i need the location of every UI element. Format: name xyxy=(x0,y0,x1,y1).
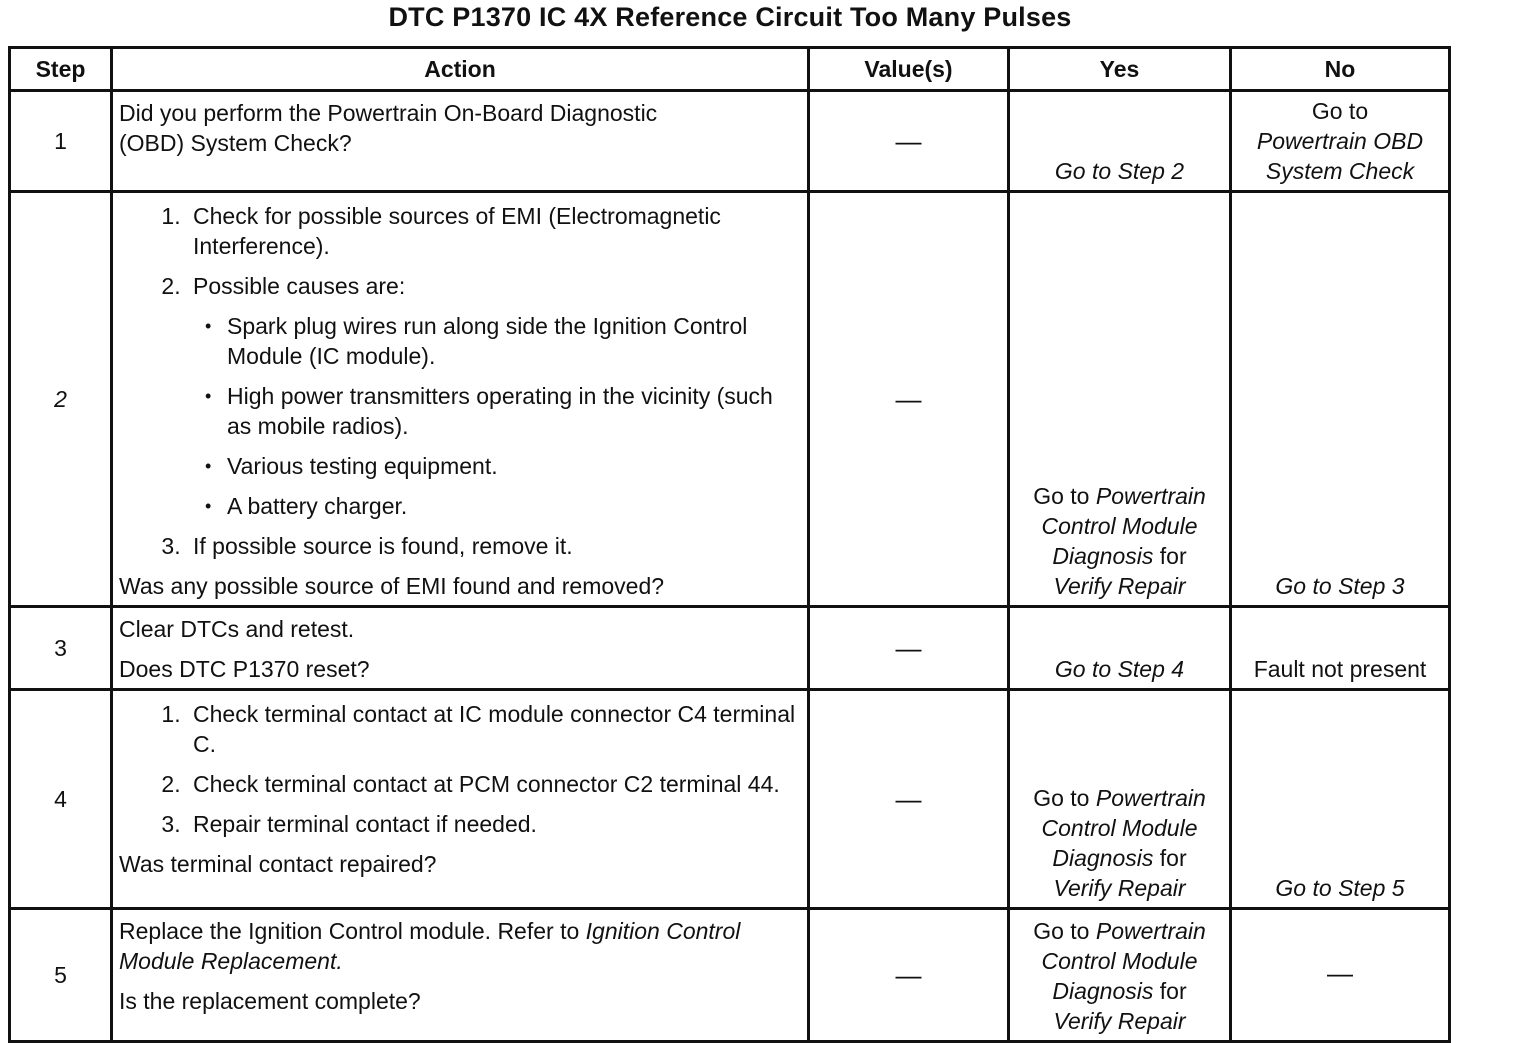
cause-item: • Spark plug wires run along side the Ignition Control Module (IC module). xyxy=(227,311,803,371)
step-number: 3 xyxy=(10,607,112,690)
action-text: Did you perform the Powertrain On-Board Diagnostic xyxy=(119,100,658,126)
cause-item: • High power transmitters operating in the vicinity (such as mobile radios). xyxy=(227,381,803,441)
header-yes: Yes xyxy=(1009,48,1231,91)
action-cell xyxy=(112,909,809,1042)
no-text: Fault not present xyxy=(1253,656,1427,682)
yes-link: Diagnosis xyxy=(1052,978,1154,1004)
no-text: Go to xyxy=(1311,98,1369,124)
value-cell: — xyxy=(809,91,1009,192)
header-step: Step xyxy=(10,48,112,91)
yes-link: Control Module xyxy=(1041,513,1198,539)
value-cell: — xyxy=(809,607,1009,690)
no-link: Go to Step 5 xyxy=(1275,875,1405,901)
action-cell xyxy=(112,607,809,690)
table-header-row xyxy=(10,48,1450,91)
yes-link: Powertrain xyxy=(1095,483,1206,509)
no-cell xyxy=(1231,909,1450,1042)
table-row-step-4 xyxy=(10,690,1450,909)
no-cell xyxy=(1231,192,1450,607)
header-no: No xyxy=(1231,48,1450,91)
no-link: Go to Step 3 xyxy=(1275,573,1405,599)
yes-text: for xyxy=(1159,845,1187,871)
header-values: Value(s) xyxy=(809,48,1009,91)
yes-link: Go to Step 2 xyxy=(1054,158,1185,184)
no-text: — xyxy=(1327,958,1353,988)
table-row-step-1 xyxy=(10,91,1450,192)
yes-cell xyxy=(1009,607,1231,690)
action-step: 3. If possible source is found, remove it. xyxy=(187,531,803,561)
action-cell xyxy=(112,192,809,607)
yes-link: Go to Step 4 xyxy=(1054,656,1185,682)
action-step: 3. Repair terminal contact if needed. xyxy=(187,809,803,839)
action-cell xyxy=(112,690,809,909)
yes-link: Diagnosis xyxy=(1052,845,1154,871)
diagnostic-table xyxy=(8,46,1451,1043)
table-row-step-3 xyxy=(10,607,1450,690)
step-number: 1 xyxy=(10,91,112,192)
action-question: Does DTC P1370 reset? xyxy=(119,656,370,682)
no-link: System Check xyxy=(1265,158,1415,184)
yes-text: Go to xyxy=(1033,918,1090,944)
value-cell: — xyxy=(809,909,1009,1042)
no-cell xyxy=(1231,607,1450,690)
action-step-text: Possible causes are: xyxy=(193,273,406,299)
yes-cell xyxy=(1009,192,1231,607)
page-title: DTC P1370 IC 4X Reference Circuit Too Many Pulses xyxy=(388,2,1072,32)
table-row-step-5 xyxy=(10,909,1450,1042)
yes-text: Go to xyxy=(1033,483,1090,509)
action-text: (OBD) System Check? xyxy=(119,130,352,156)
yes-link: Verify Repair xyxy=(1053,1008,1186,1034)
yes-link: Diagnosis xyxy=(1052,543,1154,569)
header-action: Action xyxy=(112,48,809,91)
step-number: 2 xyxy=(10,192,112,607)
action-step: 1. Check for possible sources of EMI (Electromagnetic Interference). xyxy=(187,201,803,261)
no-cell xyxy=(1231,690,1450,909)
action-question: Is the replacement complete? xyxy=(119,988,421,1014)
yes-text: Go to xyxy=(1033,785,1090,811)
action-text: Clear DTCs and retest. xyxy=(119,616,355,642)
yes-cell xyxy=(1009,91,1231,192)
cause-item: • A battery charger. xyxy=(227,491,803,521)
action-question: Was any possible source of EMI found and removed? xyxy=(119,573,665,599)
yes-link: Verify Repair xyxy=(1053,573,1186,599)
action-text xyxy=(119,916,803,976)
yes-link: Powertrain xyxy=(1095,918,1206,944)
yes-link: Control Module xyxy=(1041,948,1198,974)
value-cell: — xyxy=(809,192,1009,607)
yes-link: Powertrain xyxy=(1095,785,1206,811)
no-cell xyxy=(1231,91,1450,192)
action-text-plain: Replace the Ignition Control module. Refer to xyxy=(119,918,580,944)
action-question: Was terminal contact repaired? xyxy=(119,851,437,877)
step-number: 5 xyxy=(10,909,112,1042)
action-steps xyxy=(119,699,803,839)
yes-text: for xyxy=(1159,978,1187,1004)
no-link: Powertrain OBD xyxy=(1256,128,1424,154)
action-step xyxy=(187,271,803,521)
yes-cell xyxy=(1009,690,1231,909)
action-step: 2. Check terminal contact at PCM connector C2 terminal 44. xyxy=(187,769,803,799)
action-reference: Ignition Control Module Replacement. xyxy=(119,918,741,974)
table-row-step-2 xyxy=(10,192,1450,607)
action-steps xyxy=(119,201,803,561)
yes-cell xyxy=(1009,909,1231,1042)
action-cell xyxy=(112,91,809,192)
value-cell: — xyxy=(809,690,1009,909)
cause-list xyxy=(193,311,803,521)
yes-link: Verify Repair xyxy=(1053,875,1186,901)
yes-link: Control Module xyxy=(1041,815,1198,841)
yes-text: for xyxy=(1159,543,1187,569)
step-number: 4 xyxy=(10,690,112,909)
action-step: 1. Check terminal contact at IC module connector C4 terminal C. xyxy=(187,699,803,759)
cause-item: • Various testing equipment. xyxy=(227,451,803,481)
